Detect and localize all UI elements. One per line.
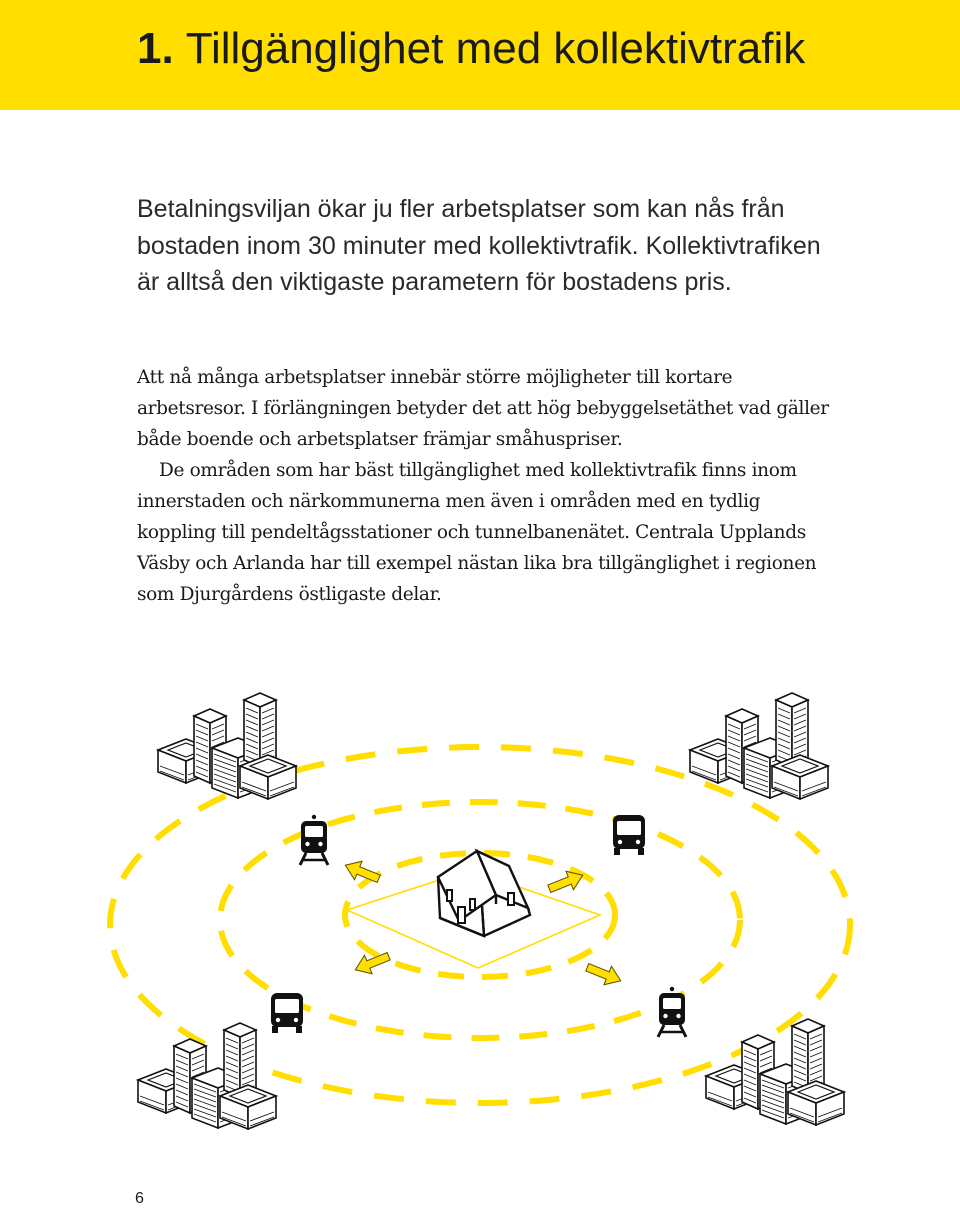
paragraph-2: De områden som har bäst tillgänglighet med kollektivtrafik finns inom innerstaden och närkommunerna men även i områden med en tydlig koppling till pendeltågsstationer och tunnelbanenätet. Centrala Upplands Väsby och Arlanda har till exempel nästan lika bra tillgänglighet i regionen som Djurgårdens östligaste delar. [137, 460, 817, 605]
paragraph-1: Att nå många arbetsplatser innebär större möjligheter till kortare arbetsresor. I förlängningen betyder det att hög bebyggelsetäthet vad gäller både boende och arbetsplatser främjar småhuspriser. [137, 367, 829, 450]
chapter-number: 1. [137, 24, 174, 73]
bus-icon [271, 993, 303, 1033]
header-banner [0, 0, 960, 110]
accessibility-illustration [0, 670, 960, 1140]
train-icon [658, 987, 686, 1037]
page-number: 6 [135, 1190, 144, 1207]
body-text [137, 362, 837, 610]
arrow-icon [584, 958, 625, 990]
bus-icon [613, 815, 645, 855]
chapter-title: Tillgänglighet med kollektivtrafik [185, 24, 806, 73]
page-title [137, 14, 805, 84]
intro-text: Betalningsviljan ökar ju fler arbetsplatser som kan nås från bostaden inom 30 minuter med kollektivtrafik. Kollektivtrafiken är alltså den viktigaste parametern för bostadens pris. [137, 195, 821, 296]
train-icon [300, 815, 328, 865]
